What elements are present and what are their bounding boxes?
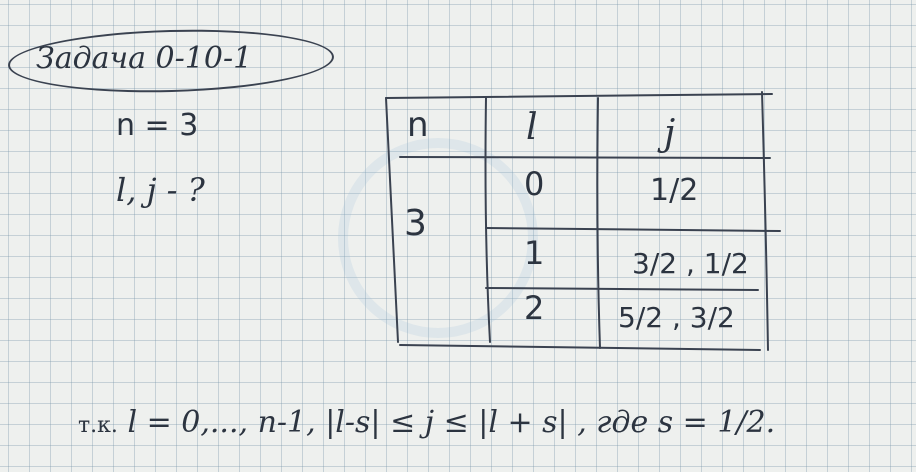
table-right-line (762, 92, 768, 350)
table-left-line (386, 98, 398, 342)
given-n: n = 3 (116, 108, 199, 143)
table-top-line (386, 94, 772, 98)
table-row-2-l: 1 (524, 234, 545, 272)
table-col-sep-1 (486, 98, 491, 342)
table-header-n: n (407, 105, 429, 145)
problem-title: Задача 0-10-1 (36, 41, 253, 76)
table-header-l: l (526, 107, 538, 148)
table-cell-n: 3 (404, 203, 427, 244)
solution-prefix: т.к. (78, 413, 118, 438)
table-col-sep-2 (597, 98, 600, 348)
table-row-1-l: 0 (524, 165, 545, 203)
table-row-1-j: 1/2 (650, 173, 699, 208)
table-bottom-line (400, 345, 760, 350)
table-row-sep-1 (486, 228, 780, 231)
table-row-3-j: 5/2 , 3/2 (618, 301, 735, 334)
table-header-j: j (664, 113, 676, 154)
solution-line (78, 405, 776, 440)
question-text: l, j - ? (116, 171, 205, 209)
solution-text: l = 0,..., n-1, |l-s| ≤ j ≤ |l + s| , где s = 1/2. (127, 405, 776, 440)
table-row-3-l: 2 (524, 289, 545, 327)
table-row-2-j: 3/2 , 1/2 (632, 247, 749, 280)
table-header-line (400, 157, 770, 158)
